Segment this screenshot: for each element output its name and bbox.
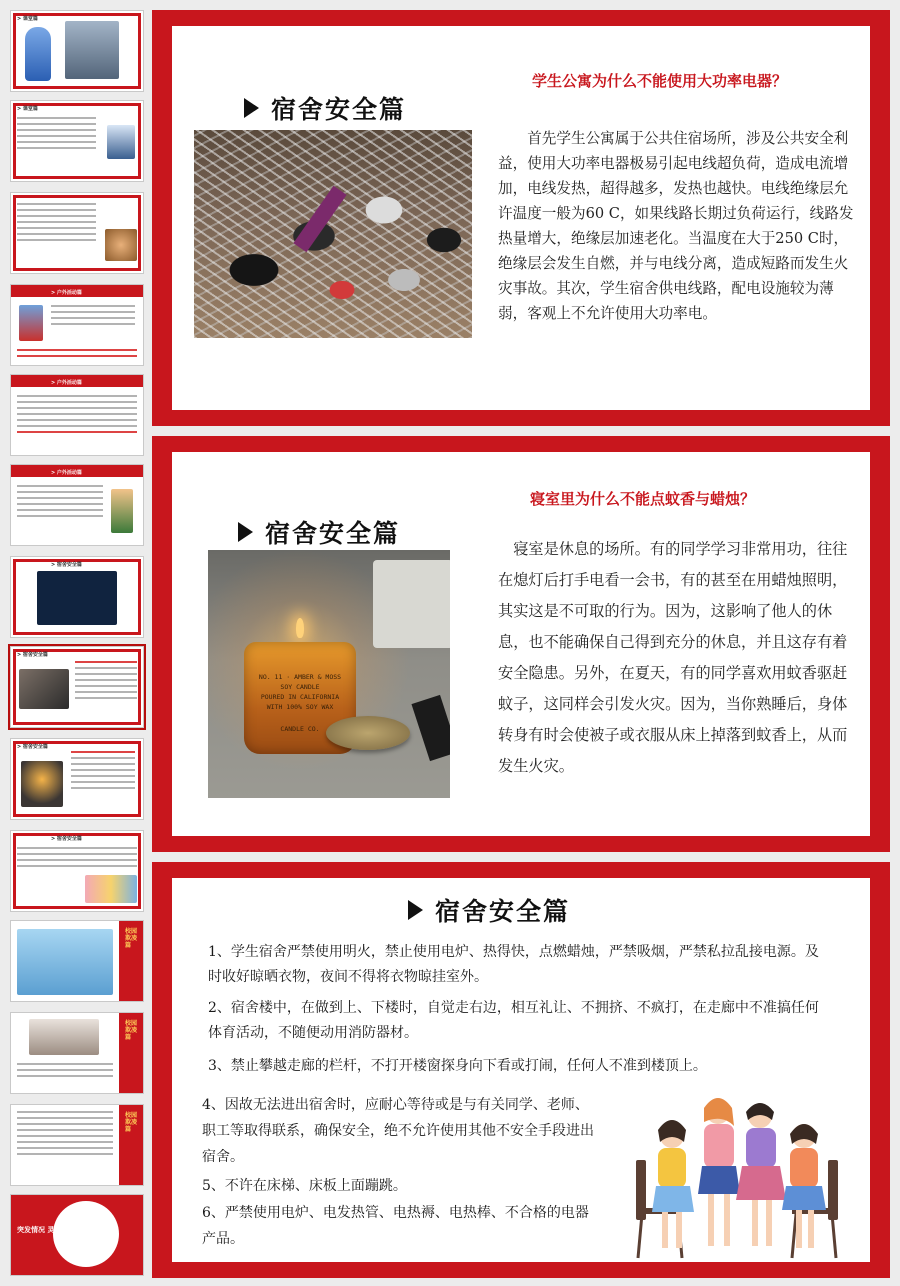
students-illustration (85, 875, 137, 903)
side-bar-text: 校园欺凌篇 (125, 928, 138, 949)
cartoon-sky-image (17, 929, 113, 995)
school-photo (65, 21, 119, 79)
question-title: 寝室里为什么不能点蚊香与蜡烛？ (530, 490, 756, 508)
thumbnail-12[interactable] (10, 1012, 144, 1094)
section-heading-text: 宿舍安全篇 (271, 95, 407, 124)
students-illustration (632, 1090, 852, 1260)
rule-item: 6、严禁使用电炉、电发热管、电热褥、电热棒、不合格的电器产品。 (202, 1205, 589, 1247)
rule-item: 5、不许在床梯、床板上面蹦跳。 (202, 1178, 407, 1194)
section-heading (408, 892, 570, 928)
bullying-photo (29, 1019, 99, 1055)
question-title: 学生公寓为什么不能使用大功率电器？ (532, 72, 788, 90)
thumbnail-text-lines (51, 305, 135, 329)
arrow-icon (238, 522, 253, 542)
candle-footer: CANDLE CO. (280, 725, 320, 733)
slide-high-power-appliances (152, 10, 890, 426)
side-bar-text: 校园欺凌篇 (125, 1020, 138, 1041)
thumbnail-label: > 宿舍安全篇 (17, 744, 48, 750)
thumbnail-13[interactable] (10, 1104, 144, 1186)
student-pink (698, 1098, 740, 1246)
thumbnail-14[interactable] (10, 1194, 144, 1276)
candle-label-line: POURED IN CALIFORNIA (260, 693, 340, 701)
candle-label-line: SOY CANDLE (280, 683, 320, 691)
classroom-illustration (105, 229, 137, 261)
thumbnail-text-lines (17, 395, 137, 437)
body-paragraph: 首先学生公寓属于公共住宿场所，涉及公共安全利益，使用大功率电器极易引起电线超负荷，造成电流增加，电线发热，超得越多，发热也越快。电线绝缘层允许温度一般为60 C，如果线路长期过负荷运行，线路发热量增大，绝缘层加速老化。当温度在大于250 C时，绝缘层会发生自燃，并与电线分离，造成短路而发生火灾事故。其次，学生宿舍供电线路，配电设施较为薄弱，客观上不允许使用大功率电。 (498, 130, 854, 322)
candle-flame (296, 618, 304, 638)
thumbnail-text-lines (71, 751, 135, 793)
rule-item: 1、学生宿舍严禁使用明火，禁止使用电炉、热得快，点燃蜡烛，严禁吸烟，严禁私拉乱接电源。及时收好晾晒衣物，夜间不得将衣物晾挂室外。 (208, 944, 819, 985)
thumbnail-red-lines (17, 349, 137, 361)
thumbnail-5[interactable] (10, 374, 144, 456)
dark-video-frame (37, 571, 117, 625)
background-box (373, 560, 450, 648)
thumbnail-label: > 宿舍安全篇 (17, 652, 48, 658)
thumbnail-text-lines (75, 661, 137, 703)
thumbnail-label: > 宿舍安全篇 (51, 562, 82, 568)
candle-photo (208, 550, 450, 798)
thumbnail-8[interactable] (10, 646, 144, 728)
thumbnail-side-bar (119, 921, 143, 1001)
candle-label-line: WITH 100% SOY WAX (266, 703, 334, 711)
thumbnail-7[interactable] (10, 556, 144, 638)
candle-lid (326, 716, 410, 750)
thumbnail-9[interactable] (10, 738, 144, 820)
runner-illustration (19, 305, 43, 341)
soccer-player-illustration (111, 489, 133, 533)
thumbnail-text-lines (17, 1063, 113, 1081)
candle-photo (21, 761, 63, 807)
thumbnail-11[interactable] (10, 920, 144, 1002)
slide-thumbnail-panel (0, 0, 150, 1286)
student-purple (736, 1103, 786, 1246)
thumbnail-label: 突发情况 灵活自救 (17, 1226, 76, 1234)
thumbnail-side-bar (119, 1105, 143, 1185)
thumbnail-label: > 户外活动篇 (51, 470, 82, 476)
thumbnail-text-lines (17, 847, 137, 871)
thumbnail-side-bar (119, 1013, 143, 1093)
student-yellow (652, 1120, 694, 1248)
thumbnail-label: > 户外活动篇 (51, 380, 82, 386)
thumbnail-label: > 课堂篇 (17, 106, 38, 112)
arrow-icon (244, 98, 259, 118)
slide-content-area (172, 26, 870, 410)
section-heading (238, 514, 400, 550)
slide-content-area (172, 878, 870, 1262)
thumbnail-10[interactable] (10, 830, 144, 912)
thumbnail-text-lines (17, 1111, 113, 1159)
thumbnail-label: > 宿舍安全篇 (51, 836, 82, 842)
body-paragraph: 寝室是休息的场所。有的同学学习非常用功，往往在熄灯后打手电看一会书，有的甚至在用蜡烛照明，其实这是不可取的行为。因为，这影响了他人的休息，也不能确保自己得到充分的休息，并且这存有着安全隐患。另外，在夏天，有的同学喜欢用蚊香驱赶蚊子，这同样会引发火灾。因为，当你熟睡后，身体转身有时会使被子或衣服从床上掉落到蚊香上，从而发生火灾。 (498, 540, 848, 775)
thumbnail-label: > 课堂篇 (17, 16, 38, 22)
side-bar-text: 校园欺凌篇 (125, 1112, 138, 1133)
arrow-icon (408, 900, 423, 920)
section-heading-text: 宿舍安全篇 (435, 897, 571, 926)
slide-dormitory-rules (152, 862, 890, 1278)
thumbnail-3[interactable] (10, 192, 144, 274)
thumbnail-text-lines (17, 203, 96, 245)
rule-item: 2、宿舍楼中，在做到上、下楼时，自觉走右边，相互礼让、不拥挤、不疯打，在走廊中不准搞任何体育活动，不随便动用消防器材。 (208, 1000, 819, 1041)
thumbnail-text-lines (17, 117, 96, 153)
rule-item: 3、禁止攀越走廊的栏杆，不打开楼窗探身向下看或打闹，任何人不准到楼顶上。 (208, 1058, 707, 1074)
thumbnail-6[interactable] (10, 464, 144, 546)
appliances-photo (194, 130, 472, 338)
rule-item: 4、因故无法进出宿舍时，应耐心等待或是与有关同学、老师、职工等取得联系，确保安全，绝不允许使用其他不安全手段进出宿舍。 (202, 1097, 594, 1165)
student-coral (782, 1124, 826, 1248)
section-heading-text: 宿舍安全篇 (265, 519, 401, 548)
running-student-illustration (25, 27, 51, 81)
thumbnail-label: > 户外活动篇 (51, 290, 82, 296)
candle-label-line: NO. 11 · AMBER & MOSS (258, 673, 342, 681)
thumbnail-1[interactable] (10, 10, 144, 92)
slide-candles-mosquito-coils (152, 436, 890, 852)
purple-cable (293, 186, 346, 253)
section-heading (244, 90, 406, 126)
device-photo (107, 125, 135, 159)
appliances-photo (19, 669, 69, 709)
thumbnail-text-lines (17, 485, 103, 521)
slide-content-area (172, 452, 870, 836)
dark-object (411, 695, 450, 761)
thumbnail-4[interactable] (10, 284, 144, 366)
thumbnail-2[interactable] (10, 100, 144, 182)
